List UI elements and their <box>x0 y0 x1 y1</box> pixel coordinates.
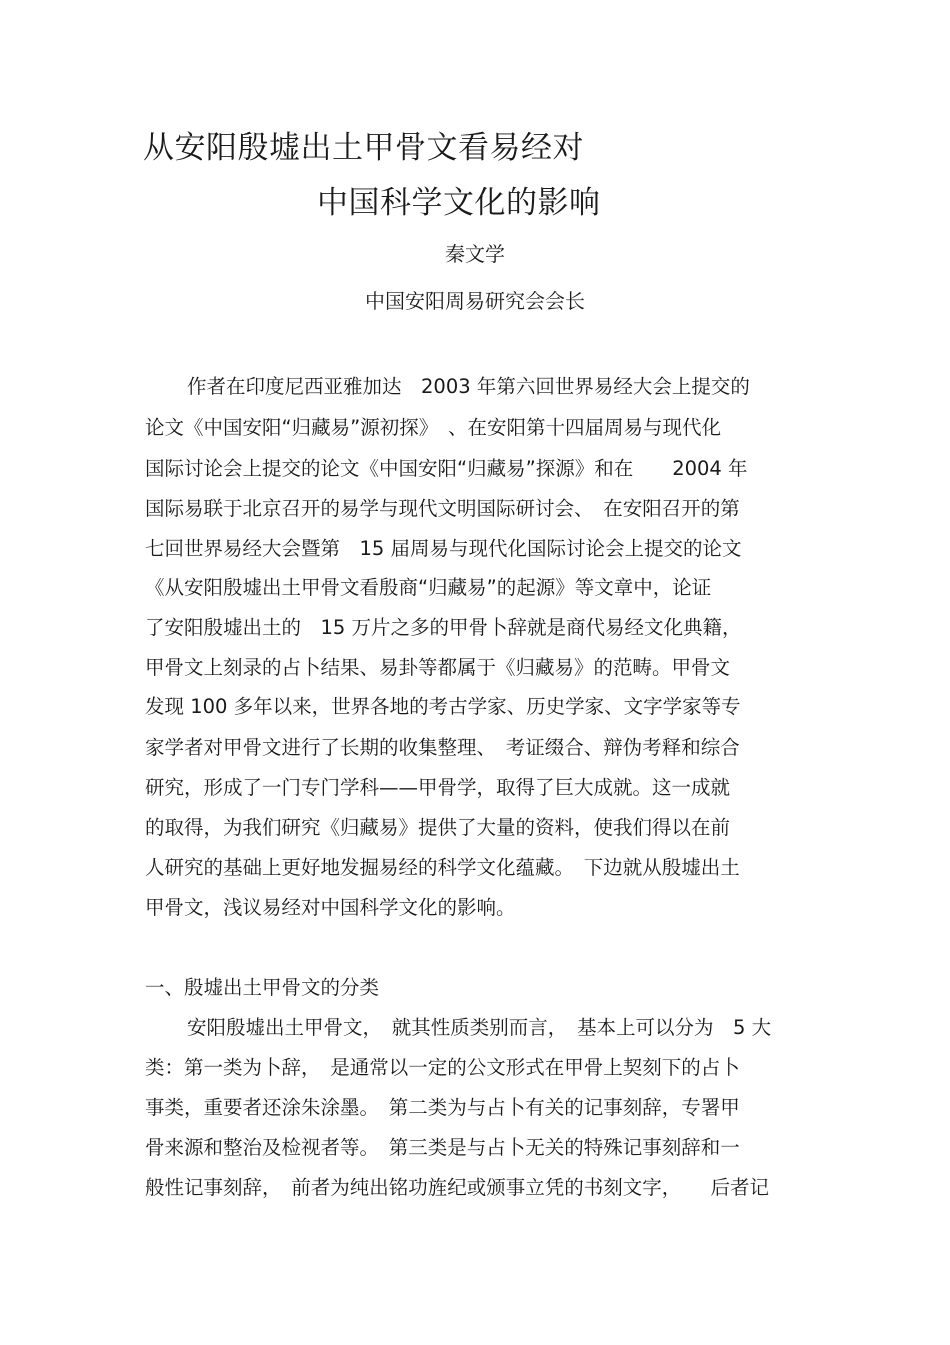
intro-paragraph-line: 七回世界易经大会暨第 15 届周易与现代化国际讨论会上提交的论文 <box>145 537 742 560</box>
section-paragraph-line: 事类，重要者还涂朱涂墨。 第二类为与占卜有关的记事刻辞，专署甲 <box>145 1096 740 1119</box>
section-heading: 一、殷墟出土甲骨文的分类 <box>145 976 380 999</box>
intro-paragraph-line: 家学者对甲骨文进行了长期的收集整理、 考证缀合、辩伪考释和综合 <box>145 736 740 759</box>
intro-paragraph-line: 甲骨文上刻录的占卜结果、易卦等都属于《归藏易》的范畴。甲骨文 <box>145 656 731 679</box>
section-paragraph-line: 般性记事刻辞， 前者为纯出铭功旌纪或颁事立凭的书刻文字， 后者记 <box>145 1176 770 1199</box>
intro-paragraph-line: 《从安阳殷墟出土甲骨文看殷商“归藏易”的起源》等文章中，论证 <box>145 576 712 599</box>
author-affiliation: 中国安阳周易研究会会长 <box>365 289 585 313</box>
author-name: 秦文学 <box>445 242 505 266</box>
intro-paragraph-line: 了安阳殷墟出土的 15 万片之多的甲骨卜辞就是商代易经文化典籍， <box>145 616 742 639</box>
document-title-line-2: 中国科学文化的影响 <box>317 185 601 221</box>
section-paragraph-line: 安阳殷墟出土甲骨文， 就其性质类别而言， 基本上可以分为 5 大 <box>187 1016 772 1039</box>
intro-paragraph-line: 发现 100 多年以来，世界各地的考古学家、历史学家、文字学家等专 <box>145 695 741 718</box>
intro-paragraph-line: 甲骨文，浅议易经对中国科学文化的影响。 <box>145 896 516 919</box>
intro-paragraph-line: 人研究的基础上更好地发掘易经的科学文化蕴藏。 下边就从殷墟出土 <box>145 856 740 879</box>
intro-paragraph-line: 研究，形成了一门专门学科——甲骨学，取得了巨大成就。这一成就 <box>145 776 731 799</box>
intro-paragraph-line: 作者在印度尼西亚雅加达 2003 年第六回世界易经大会上提交的 <box>187 375 750 398</box>
intro-paragraph-line: 的取得，为我们研究《归藏易》提供了大量的资料，使我们得以在前 <box>145 816 731 839</box>
section-paragraph-line: 骨来源和整治及检视者等。 第三类是与占卜无关的特殊记事刻辞和一 <box>145 1136 740 1159</box>
intro-paragraph-line: 国际讨论会上提交的论文《中国安阳“归藏易”探源》和在 2004 年 <box>145 457 748 480</box>
intro-paragraph-line: 国际易联于北京召开的易学与现代文明国际研讨会、 在安阳召开的第 <box>145 497 740 520</box>
intro-paragraph-line: 论文《中国安阳“归藏易”源初探》 、在安阳第十四届周易与现代化 <box>145 416 721 439</box>
document-title-line-1: 从安阳殷墟出土甲骨文看易经对 <box>143 130 584 166</box>
section-paragraph-line: 类：第一类为卜辞， 是通常以一定的公文形式在甲骨上契刻下的占卜 <box>145 1056 740 1079</box>
